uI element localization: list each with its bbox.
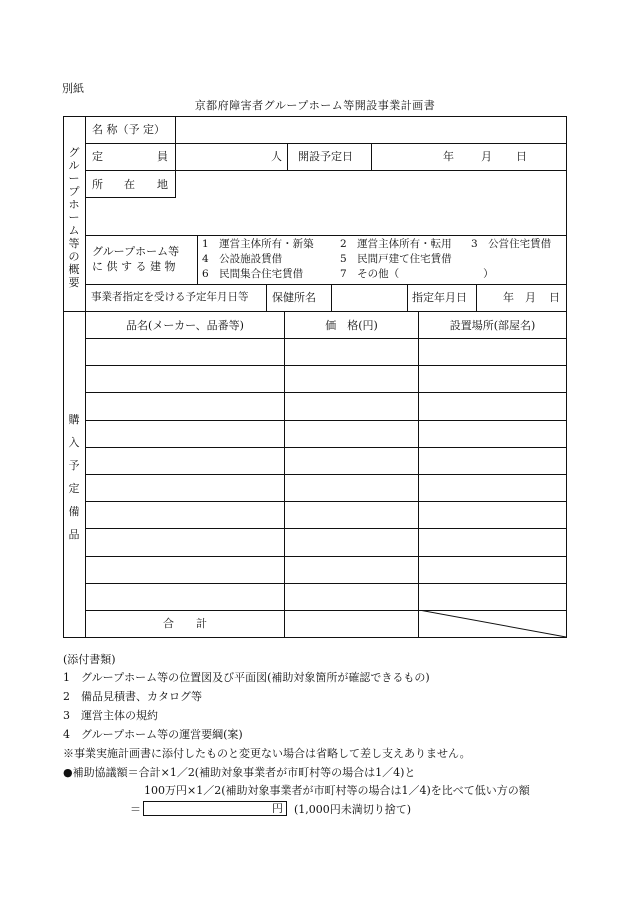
total-label: 合 計 bbox=[163, 617, 207, 630]
total-placement-strike bbox=[419, 610, 566, 637]
total-price-field[interactable] bbox=[285, 611, 418, 637]
attachment-item-1: 1 グループホーム等の位置図及び平面図(補助対象箇所が確認できるもの) bbox=[63, 671, 430, 684]
table-row[interactable] bbox=[86, 584, 566, 610]
subsidy-formula-line-1: ●補助協議額＝合計×1／2(補助対象事業者が市町村等の場合は1／4)と bbox=[63, 766, 416, 779]
attachment-item-2: 2 備品見積書、カタログ等 bbox=[63, 690, 202, 703]
building-option-7[interactable]: 7 その他（ ） bbox=[340, 268, 494, 280]
attachment-item-3: 3 運営主体の規約 bbox=[63, 709, 158, 722]
designation-date-label: 指定年月日 bbox=[412, 291, 467, 304]
designation-year: 年 bbox=[503, 291, 514, 304]
building-label-1: グループホーム等 bbox=[92, 245, 180, 258]
table-row[interactable] bbox=[86, 393, 566, 419]
building-option-1[interactable]: 1 運営主体所有・新築 bbox=[202, 238, 314, 250]
health-center-field[interactable] bbox=[332, 285, 407, 311]
column-header-price: 価 格(円) bbox=[325, 319, 378, 332]
location-field[interactable] bbox=[176, 171, 566, 235]
omission-note: ※事業実施計画書に添付したものと変更ない場合は省略して差し支えありません。 bbox=[63, 747, 471, 760]
attachments-heading: (添付書類) bbox=[63, 653, 116, 666]
designation-plan-label: 事業者指定を受ける予定年月日等 bbox=[91, 291, 249, 303]
table-row[interactable] bbox=[86, 529, 566, 555]
equipment-side-label: 購 入 予 定 備 品 bbox=[68, 413, 80, 541]
table-row[interactable] bbox=[86, 366, 566, 392]
rounding-note: (1,000円未満切り捨て) bbox=[294, 803, 412, 816]
opening-day: 日 bbox=[516, 150, 527, 163]
yen-unit: 円 bbox=[272, 802, 283, 815]
health-center-label: 保健所名 bbox=[272, 291, 316, 304]
building-option-2[interactable]: 2 運営主体所有・転用 bbox=[340, 238, 452, 250]
building-option-5[interactable]: 5 民間戸建て住宅賃借 bbox=[340, 253, 452, 265]
table-row[interactable] bbox=[86, 502, 566, 528]
capacity-field[interactable] bbox=[176, 144, 271, 170]
overview-side-label: グ ル ー プ ホ ー ム 等 の 概 要 bbox=[68, 146, 80, 289]
attachment-item-4: 4 グループホーム等の運営要綱(案) bbox=[63, 728, 243, 741]
capacity-label: 定 員 bbox=[92, 150, 168, 163]
location-label: 所 在 地 bbox=[92, 178, 168, 191]
opening-date-field[interactable] bbox=[372, 144, 566, 170]
page-title: 京都府障害者グループホーム等開設事業計画書 bbox=[194, 99, 436, 112]
attachment-label: 別紙 bbox=[62, 82, 84, 95]
table-row[interactable] bbox=[86, 448, 566, 474]
column-header-location: 設置場所(部屋名) bbox=[449, 319, 536, 332]
equals-sign: ＝ bbox=[130, 803, 141, 816]
table-row[interactable] bbox=[86, 475, 566, 501]
table-row[interactable] bbox=[86, 557, 566, 583]
designation-month: 月 bbox=[525, 291, 536, 304]
designation-day: 日 bbox=[549, 291, 560, 304]
opening-month: 月 bbox=[481, 150, 492, 163]
building-label-2: に 供 す る 建 物 bbox=[92, 260, 176, 273]
opening-date-label: 開設予定日 bbox=[298, 150, 353, 163]
subsidy-amount-field[interactable] bbox=[143, 801, 287, 816]
building-option-3[interactable]: 3 公営住宅賃借 bbox=[471, 238, 552, 250]
subsidy-formula-line-2: 100万円×1／2(補助対象事業者が市町村等の場合は1／4)を比べて低い方の額 bbox=[144, 784, 530, 797]
name-label: 名 称（予 定） bbox=[92, 123, 165, 136]
table-row[interactable] bbox=[86, 339, 566, 365]
building-option-6[interactable]: 6 民間集合住宅賃借 bbox=[202, 268, 304, 280]
name-field[interactable] bbox=[176, 117, 566, 143]
table-row[interactable] bbox=[86, 421, 566, 447]
column-header-item: 品名(メーカー、品番等) bbox=[126, 319, 244, 332]
opening-year: 年 bbox=[443, 150, 454, 163]
capacity-unit: 人 bbox=[271, 150, 282, 163]
building-option-4[interactable]: 4 公設施設賃借 bbox=[202, 253, 283, 265]
